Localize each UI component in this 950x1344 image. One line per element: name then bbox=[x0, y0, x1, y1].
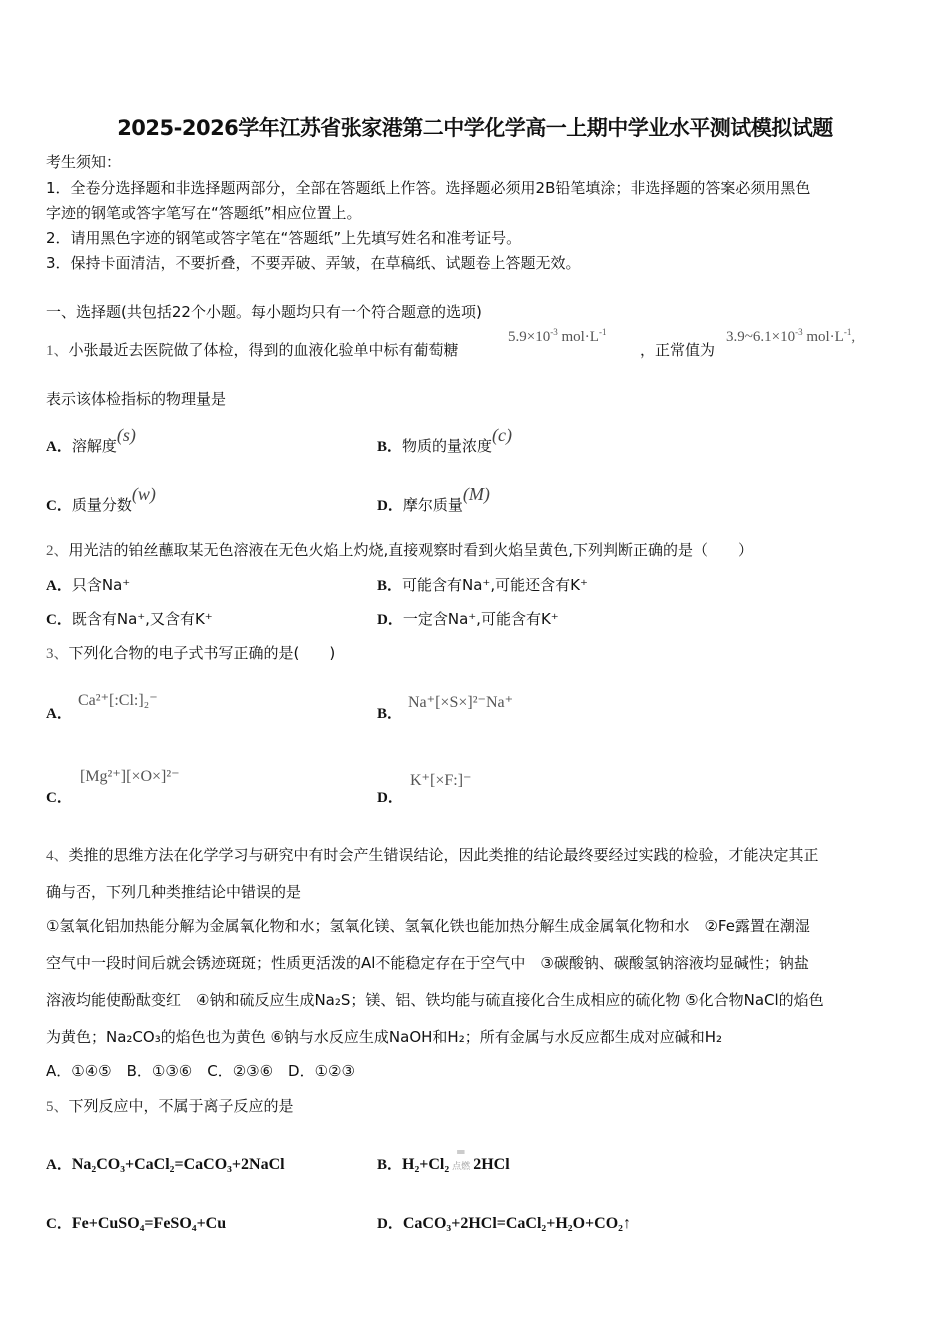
option-d[interactable]: D．摩尔质量(M) bbox=[377, 484, 490, 514]
electron-formula-b: Na⁺[×S×]²⁻Na⁺ bbox=[408, 694, 514, 711]
question-text: 小张最近去医院做了体检，得到的血液化验单中标有葡萄糖 bbox=[68, 341, 459, 359]
reaction-condition: ═ 点燃 bbox=[452, 1145, 471, 1172]
question-2: 2、用光洁的铂丝蘸取某无色溶液在无色火焰上灼烧,直接观察时看到火焰呈黄色,下列判断正确的是（ ） bbox=[46, 541, 754, 559]
notice-line-4: 3．保持卡面清洁，不要折叠，不要弄破、弄皱，在草稿纸、试题卷上答题无效。 bbox=[46, 254, 581, 272]
electron-formula-a: Ca²⁺[:Cl:]₂⁻ bbox=[78, 692, 158, 709]
option-d[interactable]: D． bbox=[377, 790, 403, 806]
glucose-value: $5.9\times 10^{-3}$ $mol\cdot L^{-1}$ bbox=[508, 327, 607, 345]
option-c[interactable]: C．既含有Na⁺,又含有K⁺ bbox=[46, 610, 213, 628]
option-a[interactable]: A．只含Na⁺ bbox=[46, 576, 131, 594]
question-1 bbox=[46, 340, 459, 361]
option-a[interactable]: A．溶解度(s) bbox=[46, 425, 136, 455]
option-d[interactable]: D．一定含Na⁺,可能含有K⁺ bbox=[377, 610, 559, 628]
question-4-line: 确与否，下列几种类推结论中错误的是 bbox=[46, 883, 302, 901]
option-c[interactable]: C．质量分数(w) bbox=[46, 484, 156, 514]
section-heading: 一、选择题(共包括22个小题。每小题均只有一个符合题意的选项) bbox=[46, 303, 482, 321]
question-4-answers[interactable]: A．①④⑤ B．①③⑥ C．②③⑥ D．①②③ bbox=[46, 1062, 355, 1080]
question-4-line: 为黄色；Na₂CO₃的焰色也为黄色 ⑥钠与水反应生成NaOH和H₂；所有金属与水反应都生成对应碱和H₂ bbox=[46, 1028, 723, 1046]
page-title: 2025-2026学年江苏省张家港第二中学化学高一上期中学业水平测试模拟试题 bbox=[117, 116, 833, 140]
notice-heading: 考生须知： bbox=[46, 153, 122, 171]
question-4-line: 空气中一段时间后就会锈迹斑斑；性质更活泼的Al不能稳定存在于空气中 ③碳酸钠、碳酸氢钠溶液均显碱性；钠盐 bbox=[46, 954, 809, 972]
option-a[interactable]: A． bbox=[46, 706, 72, 722]
electron-formula-c: [Mg²⁺][×O×]²⁻ bbox=[80, 768, 180, 785]
notice-line-1: 1．全卷分选择题和非选择题两部分，全部在答题纸上作答。选择题必须用2B铅笔填涂；非选择题的答案必须用黑色 bbox=[46, 179, 811, 197]
option-b[interactable]: B．H₂+Cl₂ ═ 点燃 2HCl bbox=[377, 1145, 510, 1173]
question-4: 4、类推的思维方法在化学学习与研究中有时会产生错误结论，因此类推的结论最终要经过实践的检验，才能决定其正 bbox=[46, 846, 819, 864]
option-c[interactable]: C． bbox=[46, 790, 72, 806]
normal-range: $3.9\sim 6.1\times 10^{-3}$ $mol\cdot L^{-1}$, bbox=[726, 327, 856, 345]
notice-line-3: 2．请用黑色字迹的钢笔或答字笔在“答题纸”上先填写姓名和准考证号。 bbox=[46, 229, 522, 247]
question-text-2: ，正常值为 bbox=[640, 341, 716, 359]
question-4-line: 溶液均能使酚酞变红 ④钠和硫反应生成Na₂S；镁、铝、铁均能与硫直接化合生成相应的硫化物 ⑤化合物NaCl的焰色 bbox=[46, 991, 824, 1009]
option-b[interactable]: B．可能含有Na⁺,可能还含有K⁺ bbox=[377, 576, 588, 594]
question-3: 3、下列化合物的电子式书写正确的是( ) bbox=[46, 644, 336, 662]
option-b[interactable]: B． bbox=[377, 706, 403, 722]
option-c[interactable]: C．Fe+CuSO₄=FeSO₄+Cu bbox=[46, 1215, 227, 1232]
question-4-line: ①氢氧化铝加热能分解为金属氧化物和水；氢氧化镁、氢氧化铁也能加热分解生成金属氧化物和水 ②Fe露置在潮湿 bbox=[46, 917, 810, 935]
question-number: 1、 bbox=[46, 343, 69, 359]
notice-line-2: 字迹的钢笔或答字笔写在“答题纸”相应位置上。 bbox=[46, 204, 362, 222]
question-5: 5、下列反应中，不属于离子反应的是 bbox=[46, 1097, 294, 1115]
electron-formula-d: K⁺[×F:]⁻ bbox=[410, 772, 472, 789]
option-d[interactable]: D．CaCO₃+2HCl=CaCl₂+H₂O+CO₂↑ bbox=[377, 1215, 631, 1232]
option-b[interactable]: B．物质的量浓度(c) bbox=[377, 425, 513, 455]
option-a[interactable]: A．Na₂CO₃+CaCl₂=CaCO₃+2NaCl bbox=[46, 1156, 285, 1173]
question-text-3: 表示该体检指标的物理量是 bbox=[46, 390, 227, 408]
